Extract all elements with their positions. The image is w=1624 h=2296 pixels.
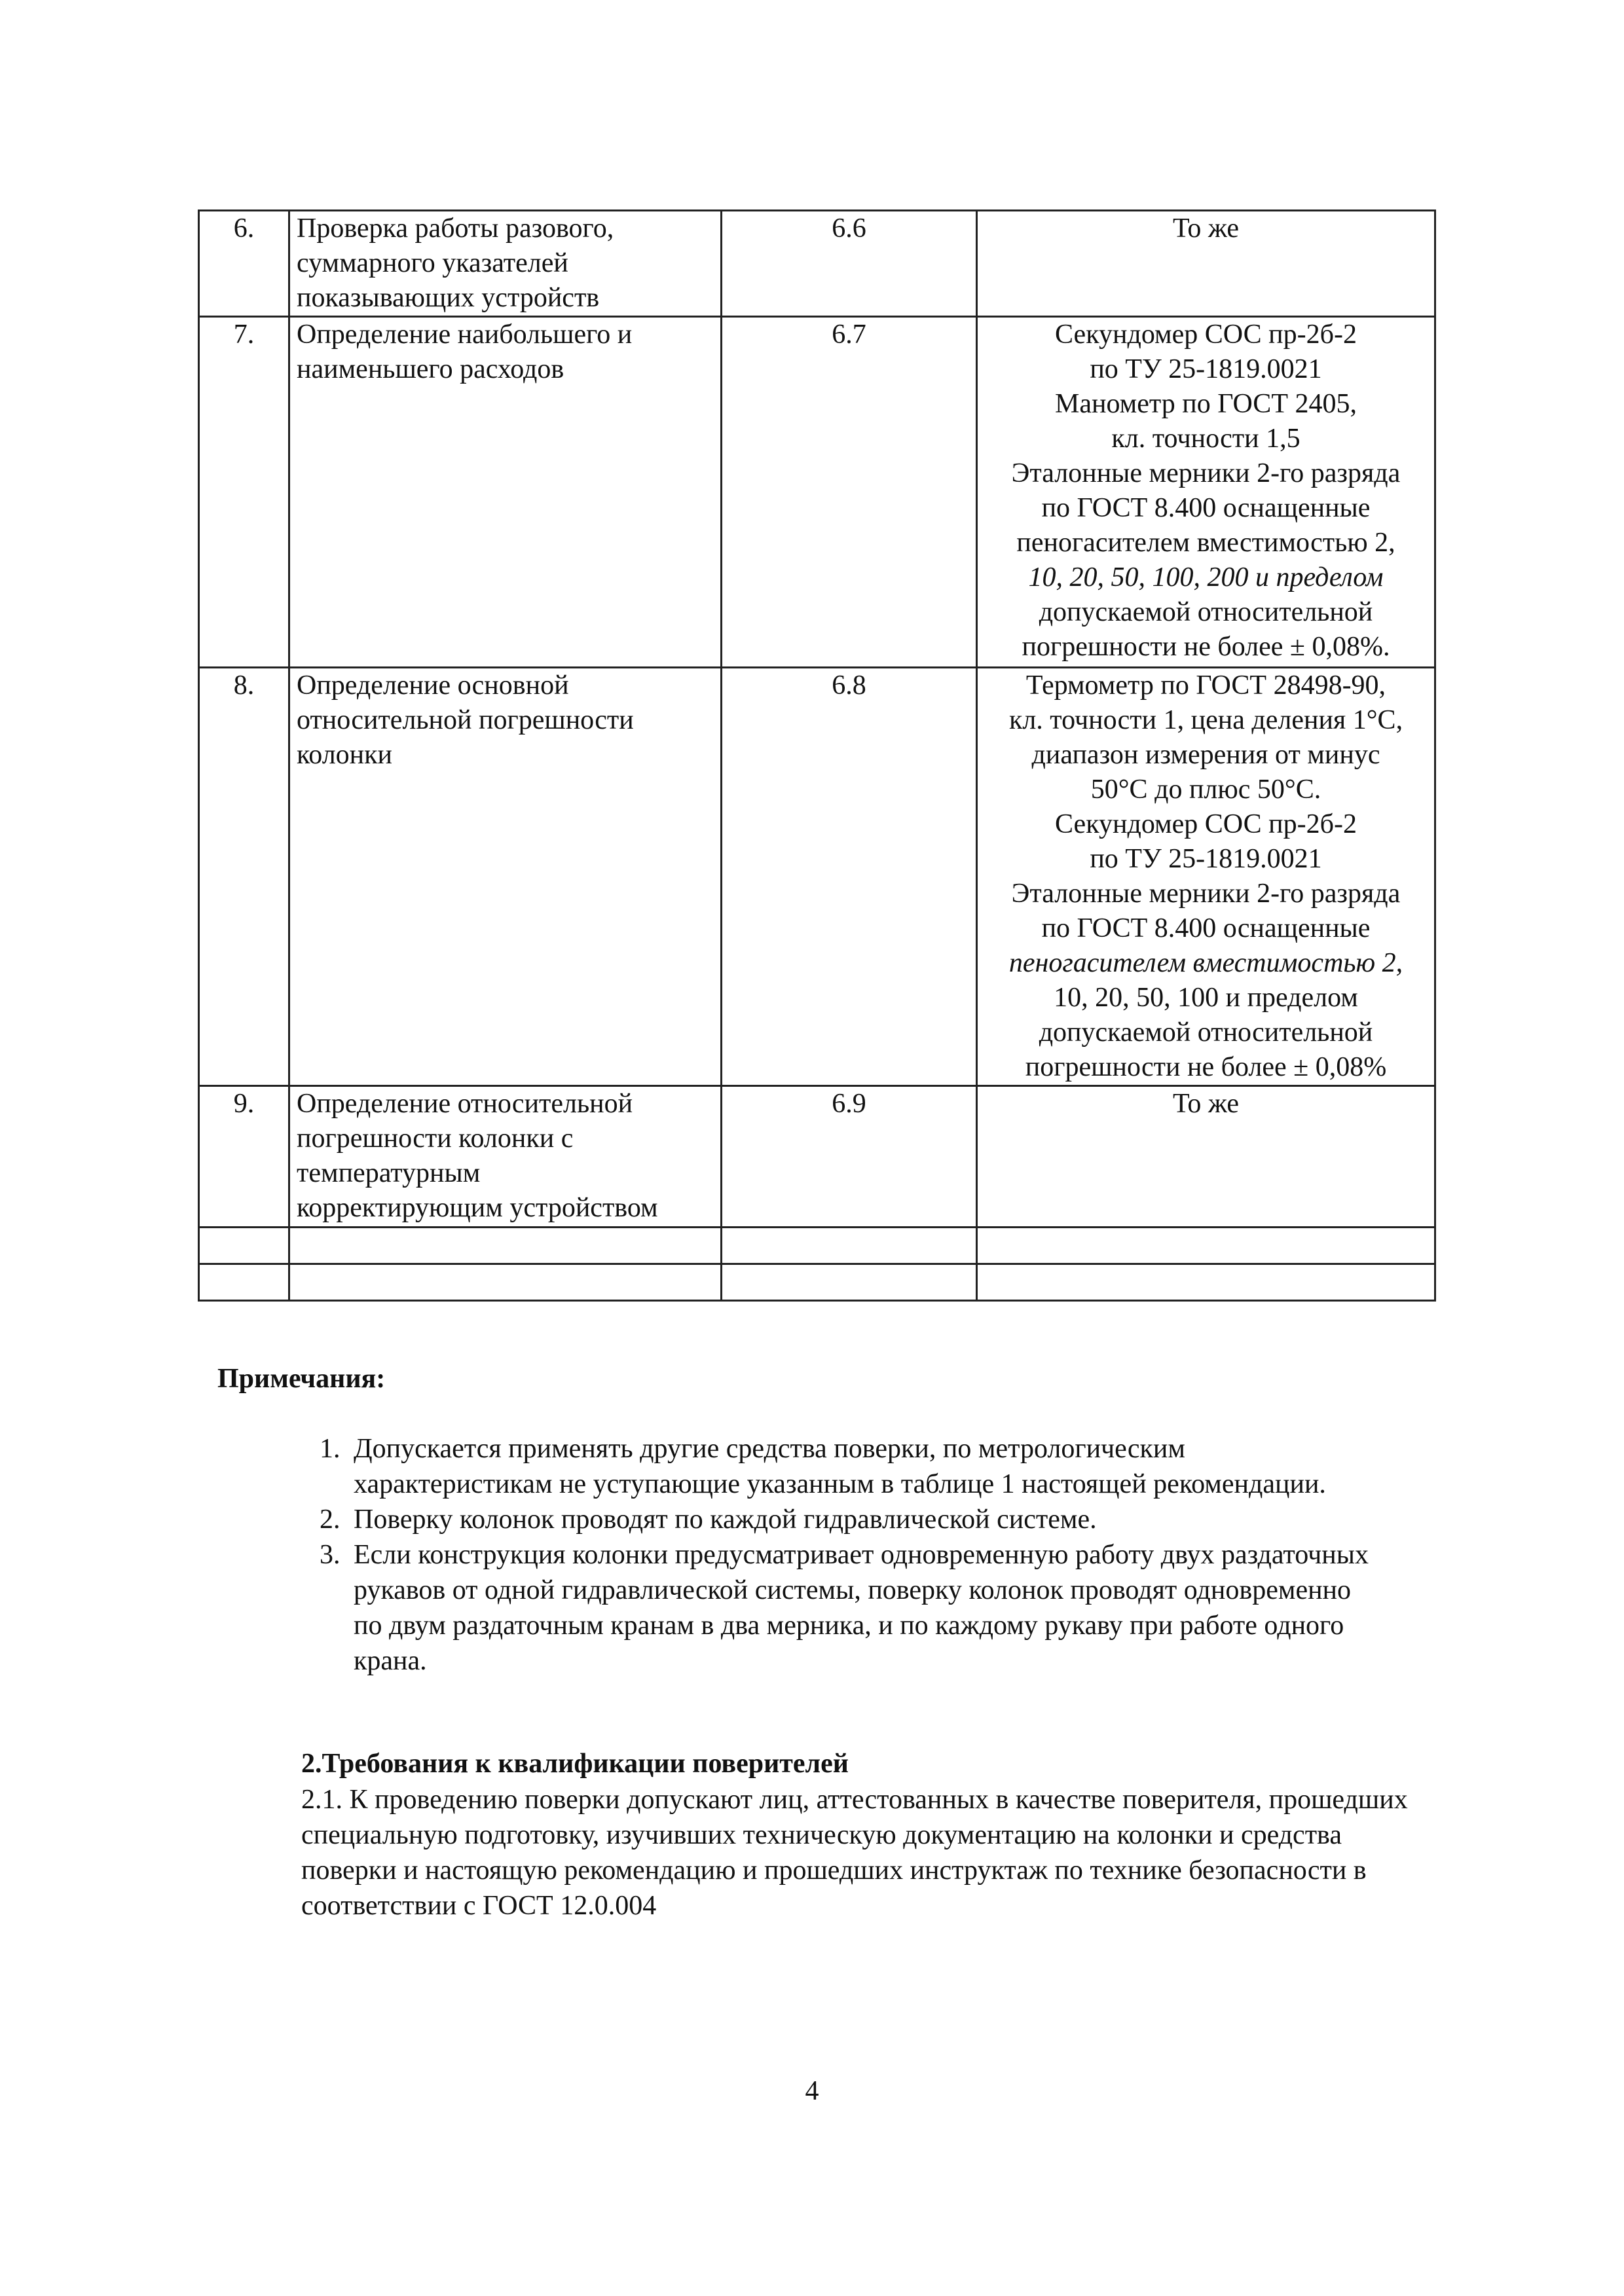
empty-cell [199, 1264, 289, 1301]
means-line: Термометр по ГОСТ 28498-90, [1025, 670, 1386, 701]
empty-cell [289, 1228, 722, 1264]
means-line: Секундомер СОС пр-2б-2 [1055, 809, 1357, 839]
means-line: Секундомер СОС пр-2б-2 [1055, 319, 1357, 350]
description-line: корректирующим устройством [297, 1193, 658, 1223]
means-line: диапазон измерения от минус [1031, 740, 1380, 770]
row-number: 6. [199, 211, 289, 317]
operation-description [289, 1086, 722, 1228]
means-line: Эталонные мерники 2-го разряда [1011, 879, 1401, 909]
note-item: 1. Допускается применять другие средства поверки, по метрологическим характеристикам не уступающие указанным в таблице 1 настоящей рекомендации. [347, 1431, 1369, 1502]
means-line: То же [1172, 213, 1240, 244]
description-line: показывающих устройств [297, 283, 600, 313]
section-heading: 2.Требования к квалификации поверителей [301, 1749, 849, 1779]
verification-means [977, 317, 1435, 668]
means-line: Эталонные мерники 2-го разряда [1011, 458, 1401, 488]
means-line: допускаемой относительной [1039, 1017, 1373, 1048]
description-line: Определение основной [297, 670, 569, 701]
means-line: по ТУ 25-1819.0021 [1090, 844, 1322, 874]
means-line: кл. точности 1,5 [1111, 424, 1301, 454]
means-line: по ТУ 25-1819.0021 [1090, 354, 1322, 384]
means-line: 10, 20, 50, 100 и пределом [1054, 983, 1358, 1013]
verification-means [977, 668, 1435, 1086]
means-line: пеногасителем вместимостью 2, [1016, 528, 1395, 558]
means-line: 10, 20, 50, 100, 200 и пределом [1028, 562, 1384, 592]
section-number: 6.9 [722, 1086, 977, 1228]
description-line: Определение относительной [297, 1089, 633, 1119]
page-number: 4 [805, 2076, 819, 2106]
table-row [199, 668, 1435, 1086]
verification-means [977, 1086, 1435, 1228]
row-number: 8. [199, 668, 289, 1086]
table-row [199, 211, 1435, 317]
notes-list [301, 1431, 1369, 1679]
table-row-empty [199, 1264, 1435, 1301]
description-line: температурным [297, 1158, 481, 1188]
description-line: колонки [297, 740, 393, 770]
means-line: по ГОСТ 8.400 оснащенные [1041, 493, 1371, 523]
description-line: суммарного указателей [297, 248, 568, 278]
table-row-empty [199, 1228, 1435, 1264]
table-row [199, 1086, 1435, 1228]
note-item: 2. Поверку колонок проводят по каждой гидравлической системе. [347, 1502, 1369, 1537]
means-line: кл. точности 1, цена деления 1°С, [1008, 705, 1403, 735]
operation-description [289, 211, 722, 317]
verification-table [198, 210, 1436, 1302]
operation-description [289, 668, 722, 1086]
description-line: наименьшего расходов [297, 354, 564, 384]
empty-cell [199, 1228, 289, 1264]
section-number: 6.6 [722, 211, 977, 317]
empty-cell [977, 1264, 1435, 1301]
table-row [199, 317, 1435, 668]
section-number: 6.7 [722, 317, 977, 668]
means-line: погрешности не более ± 0,08%. [1022, 632, 1390, 662]
operation-description [289, 317, 722, 668]
empty-cell [722, 1228, 977, 1264]
note-item: 3. Если конструкция колонки предусматривает одновременную работу двух раздаточных рукавов от одной гидравлической системы, поверку колонок проводят одновременно по двум раздаточным кранам в два мерника, и по каждому рукаву при работе одного крана. [347, 1537, 1369, 1679]
empty-cell [977, 1228, 1435, 1264]
description-line: Определение наибольшего и [297, 319, 633, 350]
means-line: пеногасителем вместимостью 2, [1008, 948, 1403, 978]
row-number: 9. [199, 1086, 289, 1228]
means-line: То же [1172, 1089, 1240, 1119]
verification-means [977, 211, 1435, 317]
section-paragraph: 2.1. К проведению поверки допускают лиц, аттестованных в качестве поверителя, прошедших специальную подготовку, изучивших техническую документацию на колонки и средства поверки и настоящую рекомендацию и прошедших инструктаж по технике безопасности в соответствии с ГОСТ 12.0.004 [301, 1785, 1408, 1921]
empty-cell [722, 1264, 977, 1301]
description-line: погрешности колонки с [297, 1123, 574, 1154]
means-line: Манометр по ГОСТ 2405, [1055, 389, 1357, 419]
means-line: погрешности не более ± 0,08% [1025, 1052, 1387, 1082]
means-line: 50°С до плюс 50°С. [1090, 774, 1321, 805]
means-line: допускаемой относительной [1039, 597, 1373, 627]
section-number: 6.8 [722, 668, 977, 1086]
description-line: относительной погрешности [297, 705, 634, 735]
description-line: Проверка работы разового, [297, 213, 614, 244]
row-number: 7. [199, 317, 289, 668]
empty-cell [289, 1264, 722, 1301]
means-line: по ГОСТ 8.400 оснащенные [1041, 913, 1371, 943]
notes-title: Примечания: [217, 1364, 386, 1394]
